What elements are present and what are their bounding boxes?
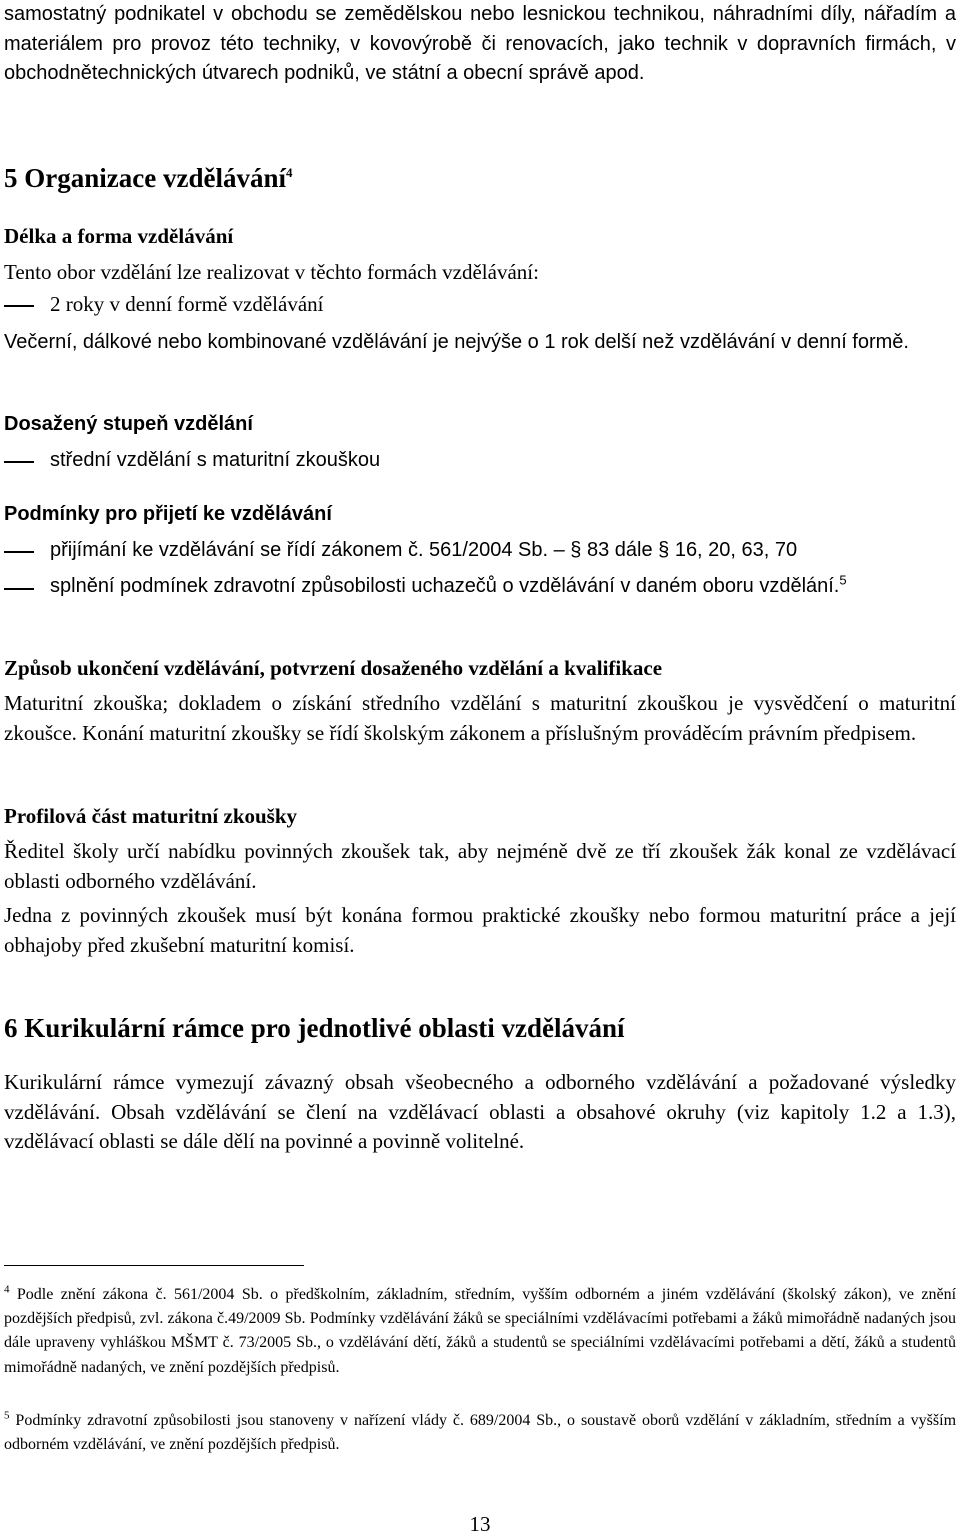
podminky-item-2-text: splnění podmínek zdravotní způsobilosti uchazečů o vzdělávání v daném oboru vzdělání.: [50, 575, 840, 597]
footnote-4-text: Podle znění zákona č. 561/2004 Sb. o předškolním, základním, středním, vyšším odborném a jiném vzdělávání (školský zákon), ve znění pozdějších předpisů, zvl. zákona č.49/2009 Sb. Podmínky vzdělávání žáků se speciálními vzdělávacími potřebami a žáků mimořádně nadaných jsou dále upraveny vyhláškou MŠMT č. 73/2005 Sb., o vzdělávání dětí, žáků a studentů se speciálními vzdělávacími potřebami a dětí, žáků a studentů mimořádně nadaných, ve znění pozdějších předpisů.: [4, 1286, 957, 1376]
podminky-heading: Podmínky pro přijetí ke vzdělávání: [4, 503, 332, 525]
footnote-5-text: Podmínky zdravotní způsobilosti jsou stanoveny v nařízení vlády č. 689/2004 Sb., o soustavě oborů vzdělání v základním, středním a vyšším odborném vzdělávání, ve znění pozdějších předpisů.: [4, 1412, 957, 1454]
podminky-item-1: přijímání ke vzdělávání se řídí zákonem č. 561/2004 Sb. – § 83 dále § 16, 20, 63, 70: [50, 539, 798, 561]
profil-heading: Profilová část maturitní zkoušky: [4, 804, 298, 828]
delka-item-1: 2 roky v denní formě vzdělávání: [50, 292, 324, 316]
list-dash: [4, 461, 34, 463]
zpusob-text: Maturitní zkouška; dokladem o získání středního vzdělání s maturitní zkouškou je vysvědčení o maturitní zkoušce. Konání maturitní zkoušky se řídí školským zákonem a příslušným prováděcím právním předpisem.: [4, 691, 956, 745]
intro-paragraph: samostatný podnikatel v obchodu se zemědělskou nebo lesnickou technikou, náhradními díly, nářadím a materiálem pro provoz této techniky, v kovovýrobě či renovacích, jako technik v dopravních firmách, v obchodnětechnických útvarech podniků, ve státní a obecní správě apod.: [4, 3, 956, 84]
footnote-4-number: 4: [4, 1283, 10, 1296]
delka-text: Tento obor vzdělání lze realizovat v těchto formách vzdělávání:: [4, 260, 539, 284]
delka-heading: Délka a forma vzdělávání: [4, 224, 234, 248]
zpusob-heading: Způsob ukončení vzdělávání, potvrzení dosaženého vzdělání a kvalifikace: [4, 656, 663, 680]
profil-paragraph-1: Ředitel školy určí nabídku povinných zkoušek tak, aby nejméně dvě ze tří zkoušek žák konal ze vzdělávací oblasti odborného vzdělávání.: [4, 839, 956, 893]
delka-note: Večerní, dálkové nebo kombinované vzdělávání je nejvýše o 1 rok delší než vzdělávání v denní formě.: [4, 331, 909, 353]
stupen-item-1: střední vzdělání s maturitní zkouškou: [50, 449, 381, 471]
podminky-item-2: [50, 572, 956, 602]
section-6-text: Kurikulární rámce vymezují závazný obsah všeobecného a odborného vzdělávání a požadované výsledky vzdělávání. Obsah vzdělávání se člení na vzdělávací oblasti a obsahové okruhy (viz kapitoly 1.2 a 1.3), vzdělávací oblasti se dále dělí na povinné a povinně volitelné.: [4, 1070, 956, 1153]
footnote-5-number: 5: [4, 1409, 10, 1422]
list-dash: [4, 588, 34, 590]
footnote-4: [4, 1283, 956, 1380]
footnote-ref-4: 4: [285, 165, 293, 180]
list-dash: [4, 305, 34, 307]
profil-paragraph-2: Jedna z povinných zkoušek musí být konána formou praktické zkoušky nebo formou maturitní práce a její obhajoby před zkušební maturitní komisí.: [4, 903, 956, 957]
section-6-heading: 6 Kurikulární rámce pro jednotlivé oblasti vzdělávání: [4, 1013, 625, 1043]
section-5-heading-text: 5 Organizace vzdělávání: [4, 163, 286, 193]
footnote-separator: [4, 1265, 304, 1266]
stupen-heading: Dosažený stupeň vzdělání: [4, 413, 253, 435]
section-5-heading: [4, 160, 956, 196]
footnote-ref-5: 5: [839, 572, 847, 588]
footnote-5: [4, 1409, 956, 1457]
page-number: 13: [469, 1512, 491, 1536]
list-dash: [4, 551, 34, 553]
